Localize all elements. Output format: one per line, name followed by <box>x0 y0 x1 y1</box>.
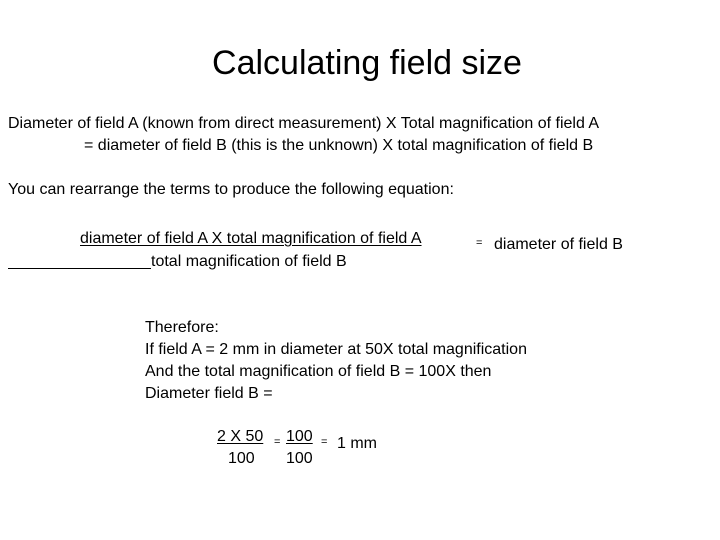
slide-title: Calculating field size <box>212 44 522 82</box>
rearrange-text: You can rearrange the terms to produce the following equation: <box>8 181 454 198</box>
fraction-denominator: total magnification of field B <box>151 253 347 270</box>
therefore-line-3: And the total magnification of field B = 100X then <box>145 363 492 380</box>
therefore-label: Therefore: <box>145 319 219 336</box>
calc-equals-2: = <box>321 436 328 448</box>
calc-numerator-2: 100 <box>286 428 313 445</box>
calc-answer: 1 mm <box>337 435 377 452</box>
fraction-result: diameter of field B <box>494 236 623 253</box>
equation-line-2: = diameter of field B (this is the unknown) X total magnification of field B <box>84 137 594 154</box>
calc-equals-1: = <box>274 436 281 448</box>
calc-denominator-2: 100 <box>286 450 313 467</box>
fraction-equals-sign: = <box>476 237 483 249</box>
equation-line-1: Diameter of field A (known from direct measurement) X Total magnification of field A <box>8 115 600 132</box>
fraction-denominator-rule <box>8 268 151 269</box>
therefore-line-2: If field A = 2 mm in diameter at 50X total magnification <box>145 341 527 358</box>
fraction-numerator: diameter of field A X total magnification of field A <box>80 230 422 247</box>
therefore-line-4: Diameter field B = <box>145 385 273 402</box>
calc-numerator-1: 2 X 50 <box>217 428 264 445</box>
calc-denominator-1: 100 <box>228 450 255 467</box>
